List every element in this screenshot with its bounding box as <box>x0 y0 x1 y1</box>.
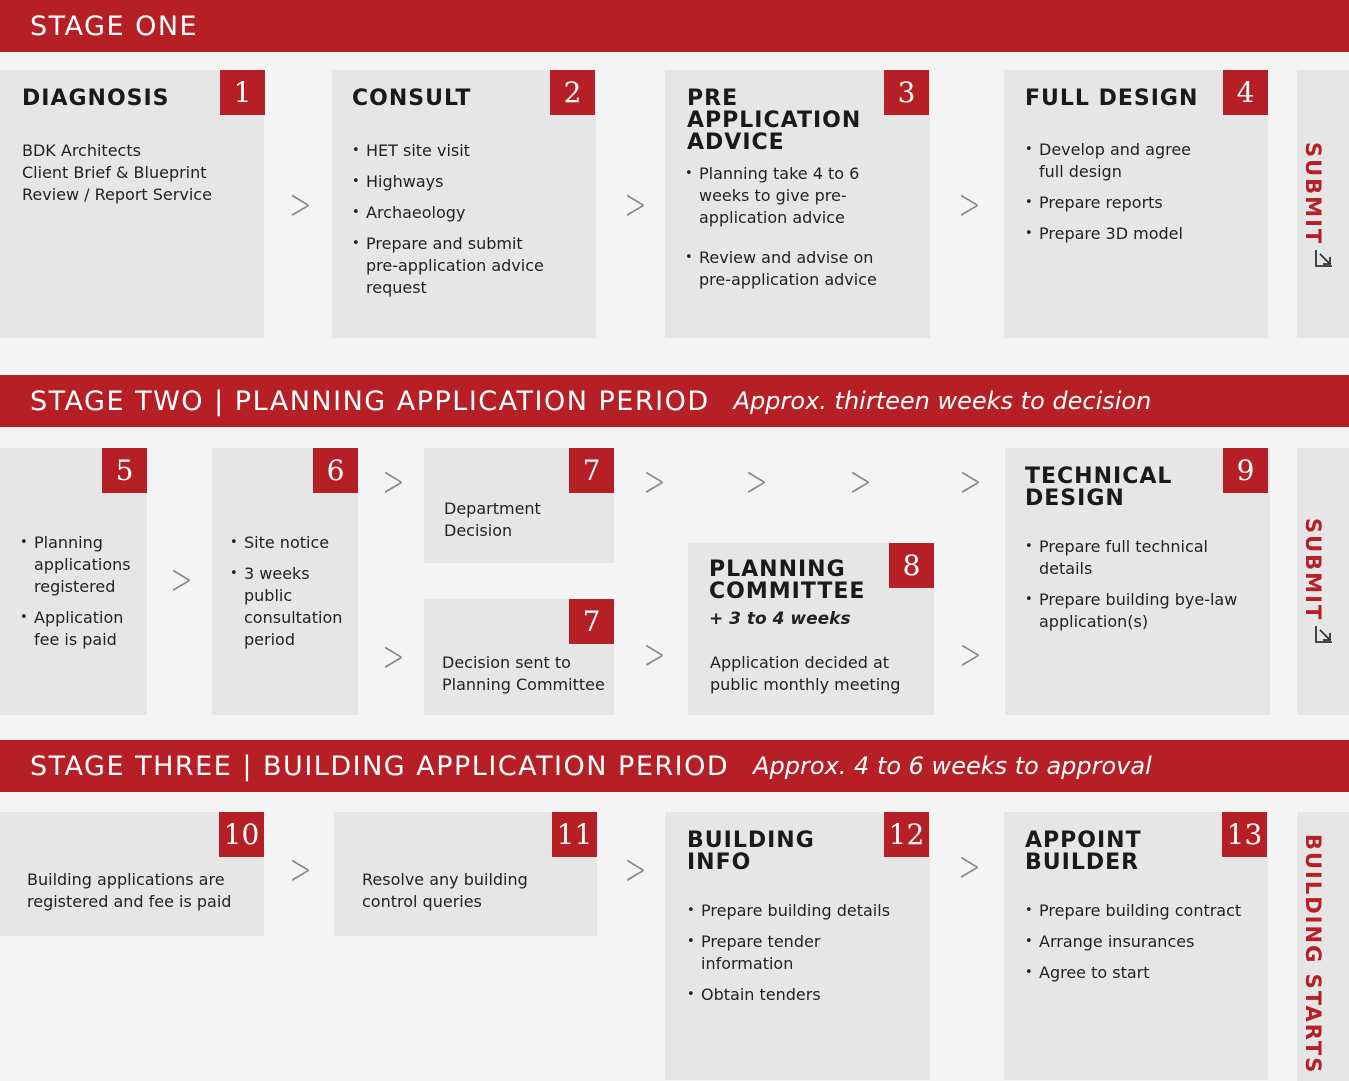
step-bullets <box>1025 536 1245 642</box>
step-bullets <box>1025 900 1261 993</box>
bullet-item: • Prepare building contract <box>1025 900 1261 922</box>
bullet-item: • Arrange insurances <box>1025 931 1261 953</box>
external-arrow-icon[interactable] <box>1313 623 1335 645</box>
chevron-right-icon: > <box>624 844 647 895</box>
stage-three-note: Approx. 4 to 6 weeks to approval <box>753 752 1152 780</box>
step-text: Resolve any building control queries <box>362 870 528 911</box>
bullet-item: • Obtain tenders <box>687 984 907 1006</box>
step-title: APPOINT BUILDER <box>1025 828 1142 875</box>
step-bullets <box>687 900 907 1015</box>
submit-label[interactable]: SUBMIT <box>1301 518 1325 622</box>
step-card-full-design <box>1004 70 1268 338</box>
chevron-right-icon: > <box>643 456 666 507</box>
step-title: FULL DESIGN <box>1025 86 1199 111</box>
bullet-item: • Site notice <box>230 532 350 554</box>
step-card-6 <box>212 448 358 715</box>
step-number-badge: 6 <box>313 448 358 493</box>
chevron-right-icon: > <box>959 629 982 680</box>
step-card-diagnosis <box>0 70 264 338</box>
text-line: Client Brief & Blueprint <box>22 163 207 182</box>
step-card-technical-design <box>1005 448 1270 715</box>
bullet-item: • Prepare building bye-law application(s) <box>1025 589 1245 633</box>
bullet-item: • Highways <box>352 171 552 193</box>
bullet-item: • HET site visit <box>352 140 552 162</box>
bullet-item: • Archaeology <box>352 202 552 224</box>
step-number-badge: 7 <box>569 599 614 644</box>
bullet-item: • Prepare tender information <box>687 931 907 975</box>
step-number-badge: 5 <box>102 448 147 493</box>
chevron-right-icon: > <box>849 456 872 507</box>
bullet-item: • Prepare reports <box>1025 192 1215 214</box>
step-bullets <box>352 140 552 308</box>
step-text: Decision sent to Planning Committee <box>442 653 605 694</box>
step-number-badge: 1 <box>220 70 265 115</box>
chevron-right-icon: > <box>382 456 405 507</box>
chevron-right-icon: > <box>745 456 768 507</box>
step-number-badge: 12 <box>884 812 929 857</box>
bullet-item: • Prepare 3D model <box>1025 223 1215 245</box>
step-number-badge: 4 <box>1223 70 1268 115</box>
chevron-right-icon: > <box>958 841 981 892</box>
step-card-10 <box>0 812 264 936</box>
step-card-building-info <box>665 812 930 1080</box>
text-line: BDK Architects <box>22 141 141 160</box>
stage-three-title: STAGE THREE | BUILDING APPLICATION PERIOD <box>30 750 730 782</box>
chevron-right-icon: > <box>170 554 193 605</box>
step-card-5 <box>0 448 147 715</box>
step-title: BUILDING INFO <box>687 828 815 875</box>
bullet-item: • Agree to start <box>1025 962 1261 984</box>
step-card-pre-application-advice <box>665 70 930 338</box>
bullet-item: • Planning take 4 to 6 weeks to give pre-application advice <box>685 163 885 229</box>
bullet-item: • 3 weeks public consultation period <box>230 563 350 651</box>
text-line: Review / Report Service <box>22 185 212 204</box>
bullet-item: • Develop and agree full design <box>1025 139 1215 183</box>
submit-label[interactable]: SUBMIT <box>1301 142 1325 246</box>
step-text: Department Decision <box>444 499 541 540</box>
chevron-right-icon: > <box>643 629 666 680</box>
step-title: DIAGNOSIS <box>22 86 170 111</box>
chevron-right-icon: > <box>959 456 982 507</box>
chevron-right-icon: > <box>289 844 312 895</box>
stage-three-banner <box>0 740 1349 792</box>
step-card-7-department-decision <box>424 448 614 563</box>
step-number-badge: 13 <box>1222 812 1267 857</box>
building-starts-label: BUILDING STARTS <box>1301 834 1325 1075</box>
external-arrow-icon[interactable] <box>1313 247 1335 269</box>
bullet-item: • Planning applications registered <box>20 532 140 598</box>
step-card-planning-committee <box>688 543 934 715</box>
step-text <box>22 140 212 206</box>
step-title: CONSULT <box>352 86 472 111</box>
chevron-right-icon: > <box>382 631 405 682</box>
bullet-item: • Prepare building details <box>687 900 907 922</box>
stage-one-banner <box>0 0 1349 52</box>
stage-two-banner <box>0 375 1349 427</box>
bullet-item: • Prepare and submit pre-application advice request <box>352 233 552 299</box>
step-number-badge: 2 <box>550 70 595 115</box>
bullet-item: • Prepare full technical details <box>1025 536 1245 580</box>
step-title: PRE APPLICATION ADVICE <box>687 86 862 155</box>
stage-one-title: STAGE ONE <box>30 10 199 42</box>
stage-two-title: STAGE TWO | PLANNING APPLICATION PERIOD <box>30 385 710 417</box>
step-number-badge: 11 <box>552 812 597 857</box>
bullet-item: • Application fee is paid <box>20 607 140 651</box>
step-subtitle: + 3 to 4 weeks <box>709 609 851 629</box>
step-number-badge: 7 <box>569 448 614 493</box>
step-number-badge: 3 <box>884 70 929 115</box>
step-title: PLANNING COMMITTEE <box>709 557 866 604</box>
step-text: Building applications are registered and fee is paid <box>27 870 232 911</box>
step-number-badge: 8 <box>889 543 934 588</box>
step-number-badge: 10 <box>219 812 264 857</box>
stage-two-note: Approx. thirteen weeks to decision <box>733 387 1152 415</box>
step-card-11 <box>334 812 597 936</box>
step-number-badge: 9 <box>1223 448 1268 493</box>
step-text: Application decided at public monthly meeting <box>710 653 901 694</box>
chevron-right-icon: > <box>624 179 647 230</box>
step-bullets <box>685 163 885 300</box>
step-card-consult <box>332 70 596 338</box>
step-card-7-sent-to-committee <box>424 599 614 715</box>
step-bullets <box>20 532 140 660</box>
step-bullets <box>230 532 350 660</box>
step-bullets <box>1025 139 1215 254</box>
step-title: TECHNICAL DESIGN <box>1025 464 1173 511</box>
step-card-appoint-builder <box>1004 812 1268 1080</box>
chevron-right-icon: > <box>289 179 312 230</box>
bullet-item: • Review and advise on pre-application advice <box>685 247 885 291</box>
chevron-right-icon: > <box>958 179 981 230</box>
